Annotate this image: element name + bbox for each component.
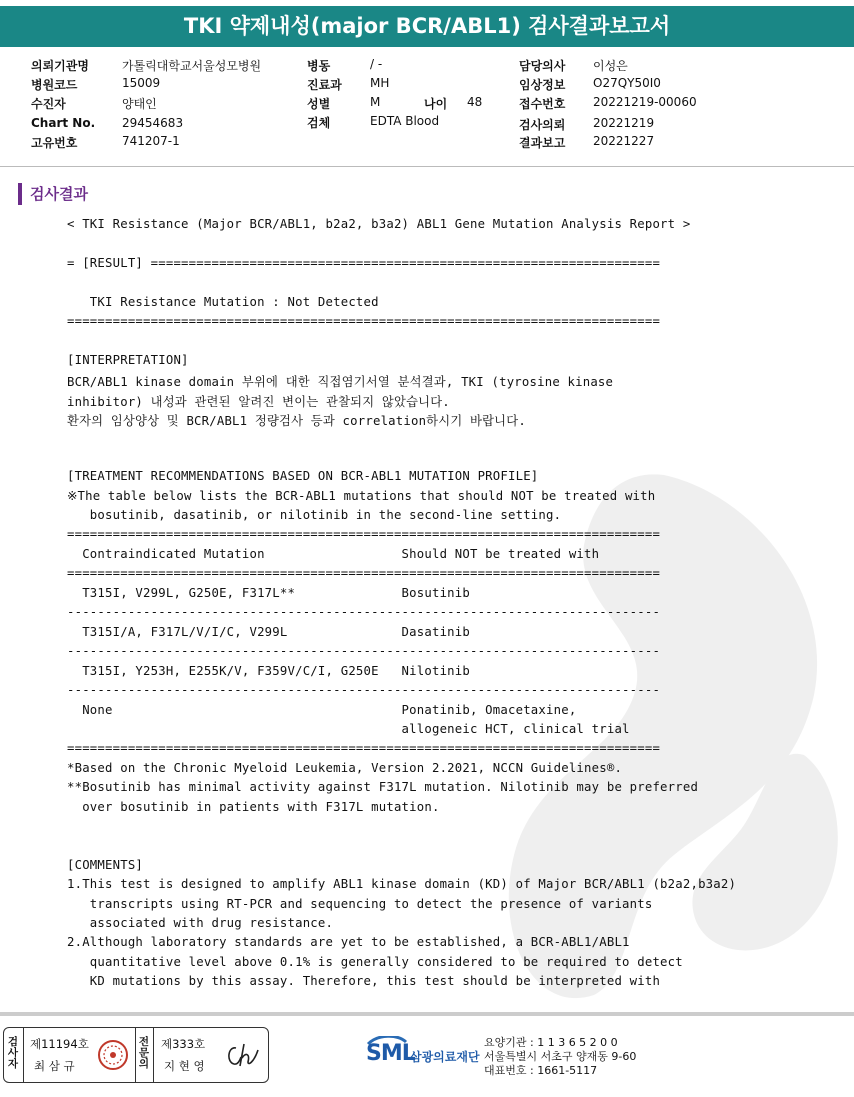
comments-header: [COMMENTS] [67,858,144,872]
specialist-label: 전문의 [138,1036,150,1070]
value-hospital-code: 15009 [122,76,161,90]
inspector-name: 최 삼 규 [34,1059,75,1073]
table-row: None Ponatinib, Omacetaxine, [67,703,577,717]
label-clinical-info: 임상정보 [519,78,566,92]
value-specimen: EDTA Blood [370,114,440,128]
footnote: over bosutinib in patients with F317L mutation. [67,800,440,814]
divider: ------------------------------------------------------------------------------ [67,683,661,697]
value-receipt-no: 20221219-00060 [593,95,697,109]
label-request-date: 검사의뢰 [519,118,566,132]
interpretation-line: inhibitor) 내성과 관련된 알려진 변이는 관찰되지 않았습니다. [67,395,450,409]
footnote: *Based on the Chronic Myeloid Leukemia, Version 2.2021, NCCN Guidelines®. [67,761,623,775]
value-report-date: 20221227 [593,134,655,148]
section-title-results: 검사결과 [18,183,88,205]
label-chart-no: Chart No. [31,116,96,130]
inspector-license-no: 제11194호 [30,1037,89,1051]
label-patient-name: 수진자 [31,97,66,111]
phone-number: 대표번호 : 1661-5117 [484,1064,598,1077]
value-sex: M [370,95,381,109]
value-department: MH [370,76,390,90]
comment-line: KD mutations by this assay. Therefore, this test should be interpreted with [67,974,661,988]
specialist-license-no: 제333호 [161,1037,206,1051]
comment-line: 2.Although laboratory standards are yet to be established, a BCR-ABL1/ABL1 [67,935,630,949]
label-unique-id: 고유번호 [31,136,78,150]
result-header: = [RESULT] =================================================================== [67,256,661,270]
value-chart-no: 29454683 [122,116,184,130]
interpretation-line: BCR/ABL1 kinase domain 부위에 대한 직접염기서열 분석결과, TKI (tyrosine kinase [67,375,614,389]
divider: ============================================================================== [67,527,661,541]
label-receipt-no: 접수번호 [519,97,566,111]
label-physician: 담당의사 [519,59,566,73]
table-row: T315I, Y253H, E255K/V, F359V/C/I, G250E Nilotinib [67,664,470,678]
value-requesting-institution: 가톨릭대학교서울성모병원 [122,59,262,73]
signature-icon [224,1040,264,1070]
official-seal-icon [96,1038,130,1072]
footnote: **Bosutinib has minimal activity against F317L mutation. Nilotinib may be preferred [67,780,699,794]
value-physician: 이성은 [593,59,628,73]
org-name: 삼광의료재단 [410,1050,480,1064]
comment-line: quantitative level above 0.1% is generally considered to be required to detect [67,955,683,969]
value-ward: / - [370,57,383,71]
comment-line: 1.This test is designed to amplify ABL1 kinase domain (KD) of Major BCR/ABL1 (b2a2,b3a2) [67,877,737,891]
label-hospital-code: 병원코드 [31,78,78,92]
table-row: allogeneic HCT, clinical trial [67,722,630,736]
treatment-note: bosutinib, dasatinib, or nilotinib in the second-line setting. [67,508,562,522]
comment-line: transcripts using RT-PCR and sequencing to detect the presence of variants [67,897,653,911]
specialist-name: 지 현 영 [164,1059,205,1073]
report-heading: < TKI Resistance (Major BCR/ABL1, b2a2, b3a2) ABL1 Gene Mutation Analysis Report > [67,217,691,231]
value-request-date: 20221219 [593,116,655,130]
label-age: 나이 [424,97,448,111]
label-ward: 병동 [307,59,331,73]
label-sex: 성별 [307,97,331,111]
logo-text: SML [366,1041,415,1066]
value-clinical-info: O27QY50I0 [593,76,661,90]
result-line: TKI Resistance Mutation : Not Detected [67,295,379,309]
value-patient-name: 양태인 [122,97,157,111]
report-title: TKI 약제내성(major BCR/ABL1) 검사결과보고서 [0,6,854,47]
divider: ============================================================================== [67,741,661,755]
comment-line: associated with drug resistance. [67,916,334,930]
value-unique-id: 741207-1 [122,134,180,148]
address: 서울특별시 서초구 양재동 9-60 [484,1050,637,1063]
treatment-note: ※The table below lists the BCR-ABL1 mutations that should NOT be treated with [67,489,656,503]
divider: ------------------------------------------------------------------------------ [67,644,661,658]
interpretation-line: 환자의 임상양상 및 BCR/ABL1 정량검사 등과 correlation하시기 바랍니다. [67,414,526,428]
table-row: T315I/A, F317L/V/I/C, V299L Dasatinib [67,625,470,639]
label-department: 진료과 [307,78,342,92]
interpretation-header: [INTERPRETATION] [67,353,189,367]
label-report-date: 결과보고 [519,136,566,150]
inspector-label: 검사자 [7,1036,19,1070]
divider: ------------------------------------------------------------------------------ [67,605,661,619]
label-specimen: 검체 [307,116,331,130]
table-header: Contraindicated Mutation Should NOT be treated with [67,547,600,561]
agency-code: 요양기관 : 1 1 3 6 5 2 0 0 [484,1036,618,1049]
value-age: 48 [467,95,483,109]
treatment-header: [TREATMENT RECOMMENDATIONS BASED ON BCR-ABL1 MUTATION PROFILE] [67,469,539,483]
signature-box [3,1027,269,1083]
divider: ============================================================================== [67,314,661,328]
divider: ============================================================================== [67,566,661,580]
label-requesting-institution: 의뢰기관명 [31,59,89,73]
patient-info-header [0,54,854,167]
org-contact [484,1036,636,1078]
table-row: T315I, V299L, G250E, F317L** Bosutinib [67,586,470,600]
